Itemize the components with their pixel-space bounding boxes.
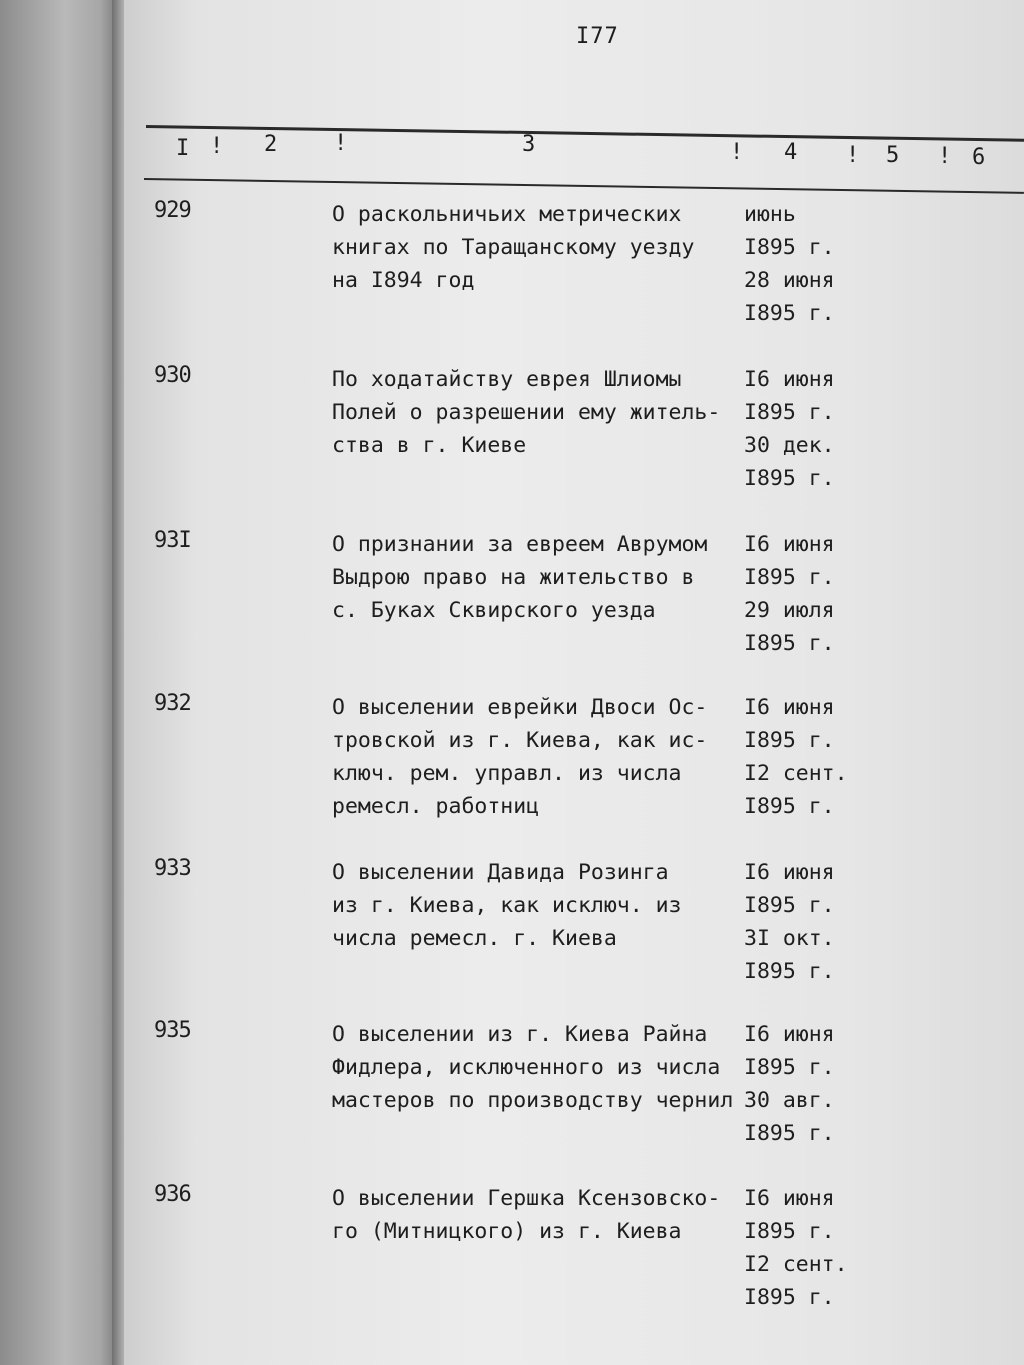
start-date: июнь (744, 202, 796, 227)
column-header-5: 5 (886, 143, 900, 168)
column-separator: ! (210, 134, 224, 159)
page-number: I77 (576, 24, 619, 49)
column-header-6: 6 (972, 145, 986, 170)
record-description: О выселении из г. Киева Райна Фидлера, исключенного из числа мастеров по производству чернил (332, 1022, 734, 1113)
record-description: О выселении Давида Розинга из г. Киева, как исключ. из числа ремесл. г. Киева (332, 860, 682, 951)
end-year: I895 г. (744, 631, 835, 656)
record-dates (744, 363, 904, 495)
header-rule-top (146, 125, 1024, 142)
record-number: 930 (154, 363, 191, 388)
start-date: I6 июня (744, 860, 835, 885)
end-date: I2 сент. (744, 1252, 848, 1277)
document-page (124, 0, 1024, 1365)
record-number: 936 (154, 1182, 191, 1207)
column-separator: ! (938, 144, 952, 169)
start-date: I6 июня (744, 532, 835, 557)
column-separator: ! (334, 131, 348, 156)
start-date: I6 июня (744, 695, 835, 720)
record-dates (744, 1018, 904, 1150)
start-date: I6 июня (744, 1022, 835, 1047)
record-number: 933 (154, 856, 191, 881)
column-header-1: I (176, 136, 190, 161)
end-year: I895 г. (744, 1285, 835, 1310)
column-header-3: 3 (522, 132, 536, 157)
record-description: О выселении Гершка Ксензовско- го (Митницкого) из г. Киева (332, 1186, 721, 1244)
end-year: I895 г. (744, 959, 835, 984)
column-separator: ! (730, 140, 744, 165)
start-date: I6 июня (744, 367, 835, 392)
start-date: I6 июня (744, 1186, 835, 1211)
record-dates (744, 198, 904, 330)
column-separator: ! (846, 143, 860, 168)
record-description: О признании за евреем Аврумом Выдрою право на жительство в с. Буках Сквирского уезда (332, 532, 708, 623)
start-year: I895 г. (744, 400, 835, 425)
column-header-4: 4 (784, 140, 798, 165)
start-year: I895 г. (744, 728, 835, 753)
start-year: I895 г. (744, 1219, 835, 1244)
end-year: I895 г. (744, 794, 835, 819)
end-date: 30 дек. (744, 433, 835, 458)
end-year: I895 г. (744, 301, 835, 326)
record-dates (744, 528, 904, 660)
end-date: 3I окт. (744, 926, 835, 951)
start-year: I895 г. (744, 1055, 835, 1080)
record-description: О раскольничьих метрических книгах по Таращанскому уезду на I894 год (332, 202, 695, 293)
column-header-2: 2 (264, 132, 278, 157)
start-year: I895 г. (744, 893, 835, 918)
record-number: 932 (154, 691, 191, 716)
record-number: 93I (154, 528, 191, 553)
record-dates (744, 691, 904, 823)
record-dates (744, 856, 904, 988)
start-year: I895 г. (744, 235, 835, 260)
end-year: I895 г. (744, 466, 835, 491)
end-date: 28 июня (744, 268, 835, 293)
facing-page (0, 0, 118, 1365)
record-description: По ходатайству еврея Шлиомы Полей о разрешении ему житель- ства в г. Киеве (332, 367, 721, 458)
end-date: I2 сент. (744, 761, 848, 786)
record-number: 929 (154, 198, 191, 223)
end-date: 29 июля (744, 598, 835, 623)
record-number: 935 (154, 1018, 191, 1043)
record-dates (744, 1182, 904, 1314)
end-year: I895 г. (744, 1121, 835, 1146)
header-rule-bottom (144, 178, 1024, 194)
record-description: О выселении еврейки Двоси Ос- тровской из г. Киева, как ис- ключ. рем. управл. из числа ремесл. работниц (332, 695, 708, 819)
end-date: 30 авг. (744, 1088, 835, 1113)
start-year: I895 г. (744, 565, 835, 590)
